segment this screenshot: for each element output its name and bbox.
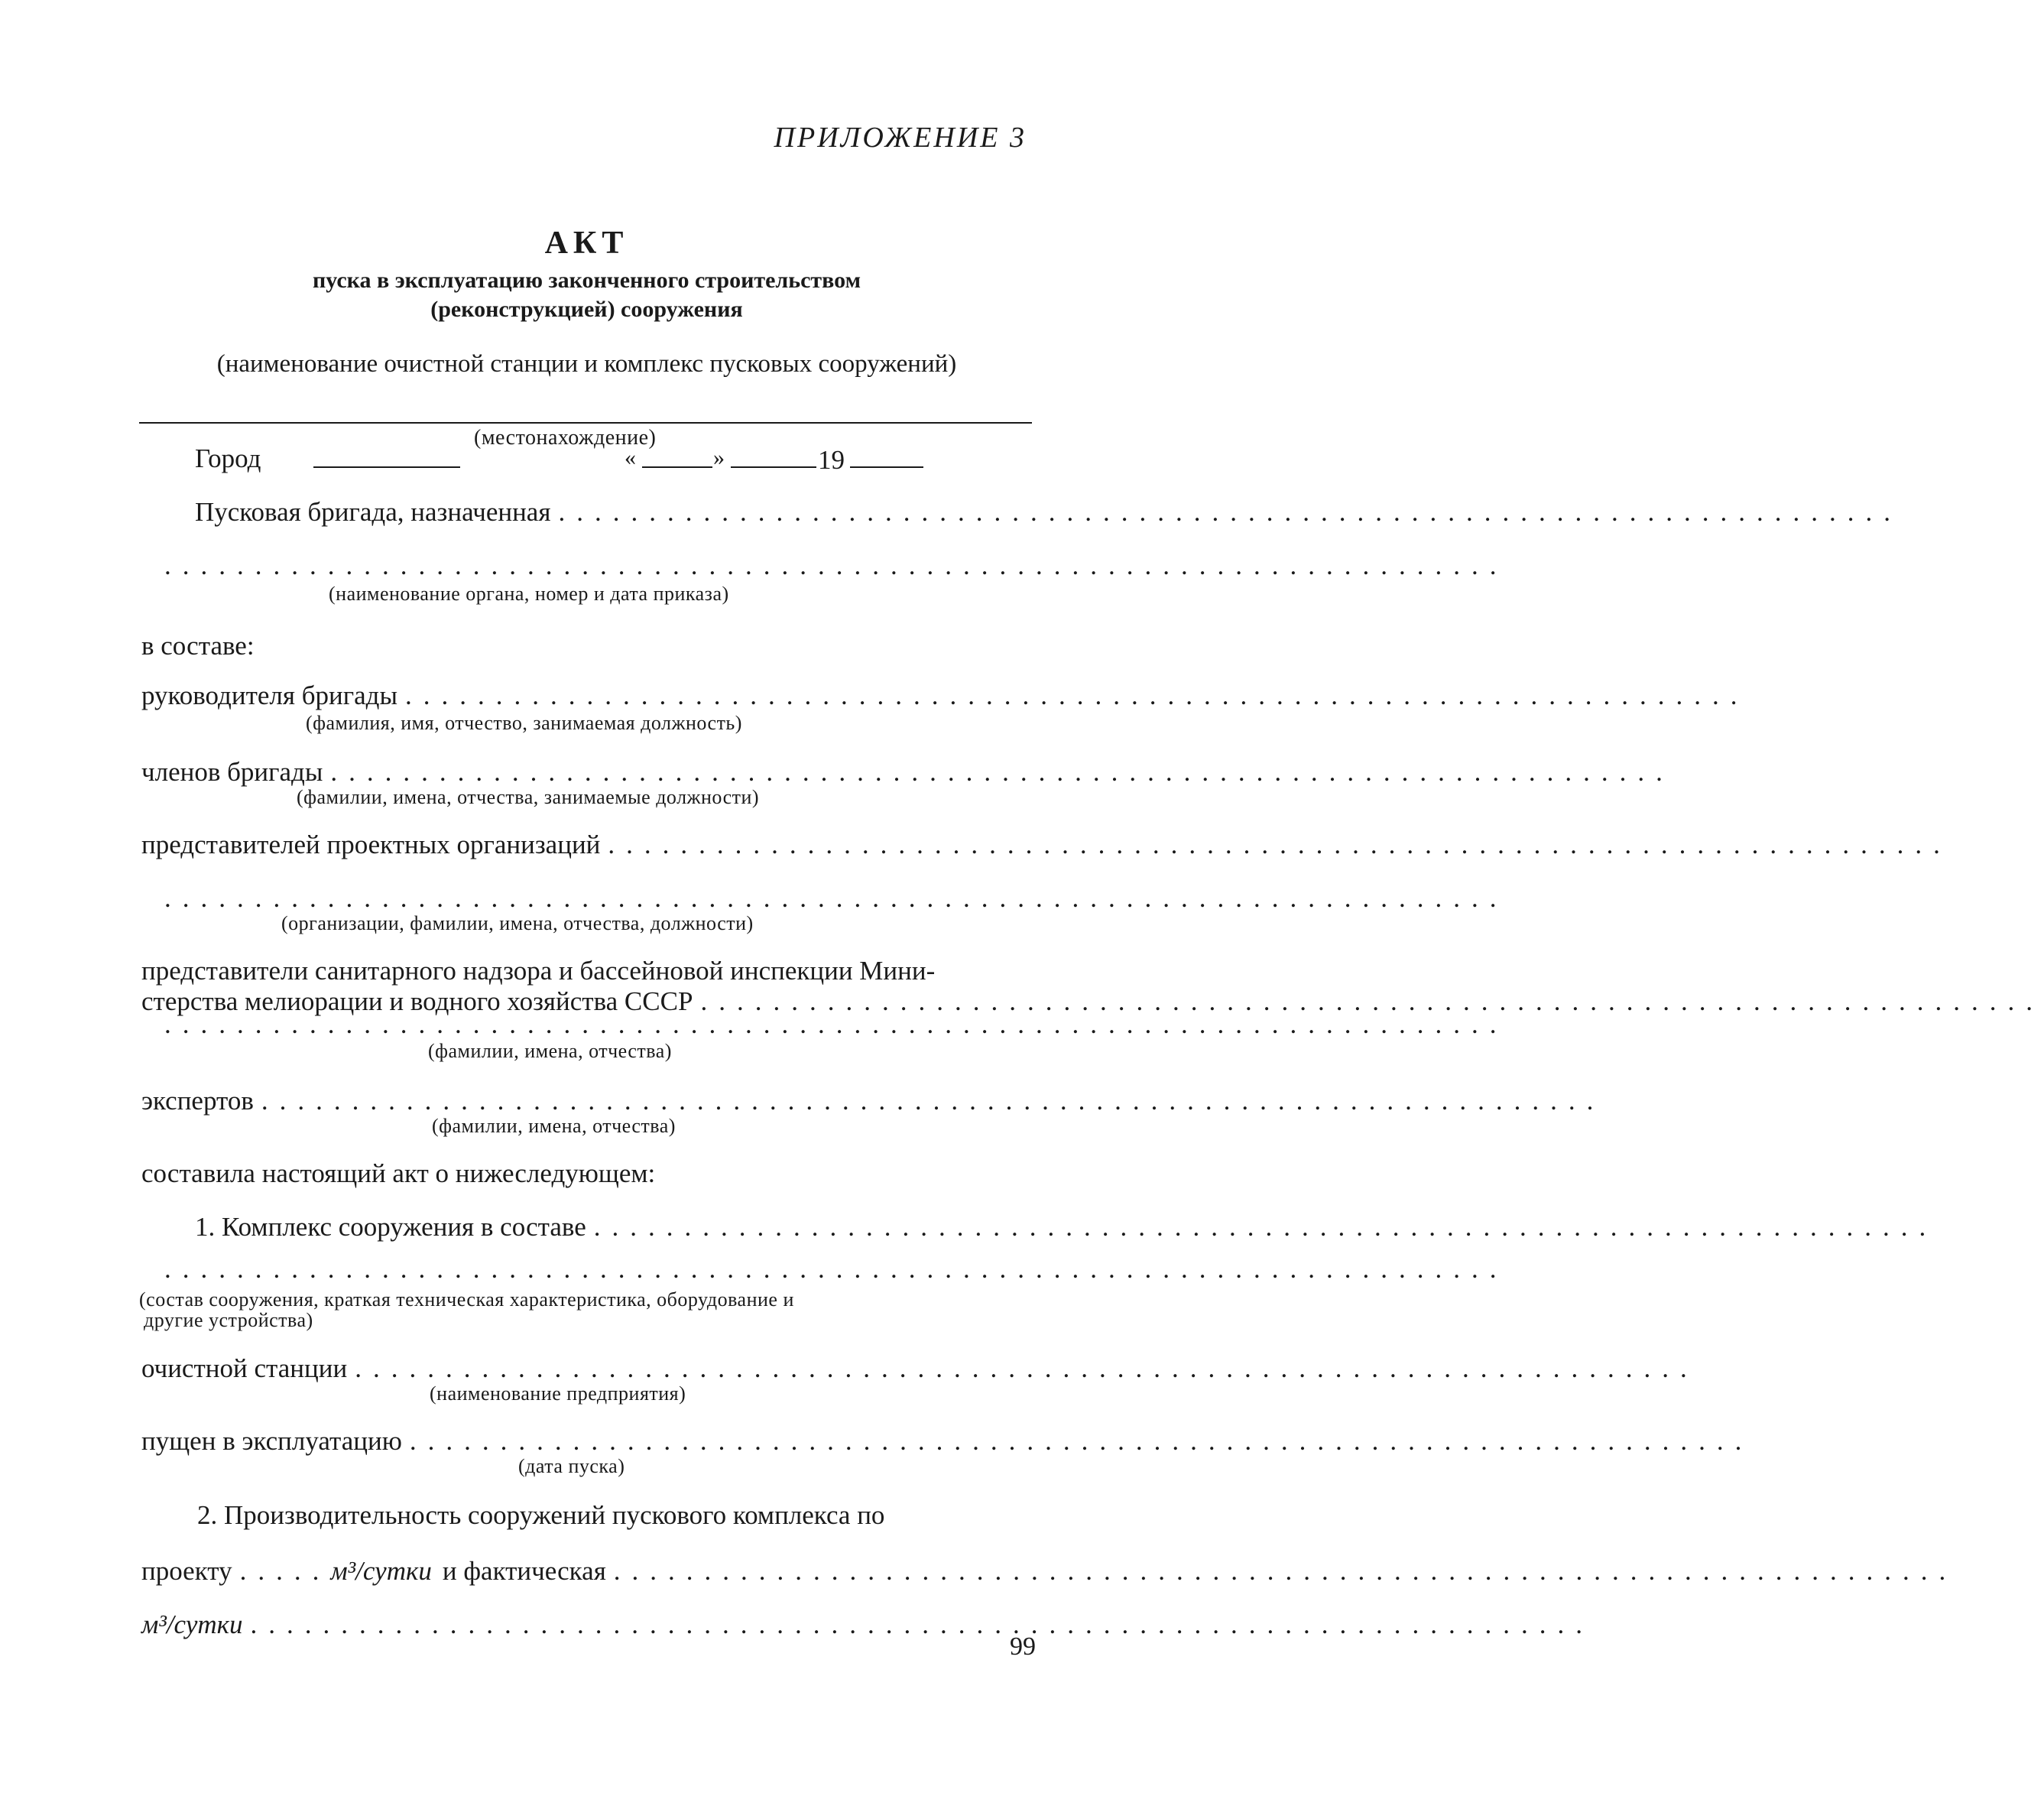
item2-project-row bbox=[141, 1556, 1958, 1587]
leader-row bbox=[141, 680, 1749, 711]
document-title: АКТ bbox=[544, 226, 629, 261]
object-name-line bbox=[139, 422, 1032, 424]
item2-project-label: проекту bbox=[141, 1556, 232, 1586]
sanitary-reps-caption: (фамилии, имена, отчества) bbox=[428, 1040, 672, 1062]
item1-dots-line: .......................................................................... bbox=[164, 1254, 1508, 1284]
item1-fill-dots: .......................................................................... bbox=[593, 1212, 1938, 1242]
station-row bbox=[141, 1353, 1698, 1384]
design-reps-row bbox=[141, 830, 1952, 860]
item1-label: 1. Комплекс сооружения в составе bbox=[195, 1212, 586, 1242]
item2-actual-unit: м³/сутки bbox=[141, 1609, 243, 1639]
members-caption: (фамилии, имена, отчества, занимаемые должности) bbox=[297, 786, 760, 808]
brigade-fill-dots: .......................................................................... bbox=[558, 497, 1902, 527]
members-label: членов бригады bbox=[141, 757, 323, 787]
item2-actual-fill-dots: .......................................................................... bbox=[250, 1609, 1595, 1639]
object-name-caption: (наименование очистной станции и комплекс пусковых сооружений) bbox=[216, 350, 957, 378]
brigade-label: Пусковая бригада, назначенная bbox=[195, 497, 551, 527]
design-reps-dots-line: .......................................................................... bbox=[164, 883, 1508, 913]
item2-project-dots: ..... bbox=[239, 1556, 331, 1586]
item2-actual-row bbox=[141, 1609, 1595, 1640]
design-reps-fill-dots: .......................................................................... bbox=[608, 830, 1952, 859]
design-reps-label: представителей проектных организаций bbox=[141, 830, 601, 859]
item1-caption-line1: (состав сооружения, краткая техническая характеристика, оборудование и bbox=[139, 1288, 794, 1311]
launched-label: пущен в эксплуатацию bbox=[141, 1426, 402, 1456]
design-reps-caption: (организации, фамилии, имена, отчества, должности) bbox=[281, 912, 754, 934]
document-subtitle-line1: пуска в эксплуатацию законченного строительством bbox=[312, 268, 861, 293]
document-subtitle-line2: (реконструкцией) сооружения bbox=[430, 297, 743, 322]
location-caption: (местонахождение) bbox=[474, 426, 657, 450]
date-open-quote: « bbox=[625, 445, 636, 470]
item2-project-unit: м³/сутки bbox=[330, 1556, 432, 1586]
city-blank bbox=[313, 466, 460, 468]
experts-row bbox=[141, 1086, 1605, 1116]
item2-actual-label: и фактическая bbox=[442, 1556, 606, 1586]
leader-caption: (фамилия, имя, отчество, занимаемая должность) bbox=[306, 712, 742, 734]
brigade-caption: (наименование органа, номер и дата приказа) bbox=[329, 583, 729, 605]
leader-label: руководителя бригады bbox=[141, 680, 397, 710]
sanitary-reps-line1: представители санитарного надзора и бассейновой инспекции Мини- bbox=[141, 956, 936, 986]
date-year-prefix: 19 bbox=[818, 445, 845, 475]
statement-text: составила настоящий акт о нижеследующем: bbox=[141, 1158, 656, 1188]
members-row bbox=[141, 757, 1674, 788]
launched-row bbox=[141, 1426, 1754, 1457]
launched-caption: (дата пуска) bbox=[518, 1455, 625, 1477]
sanitary-reps-dots-line: .......................................................................... bbox=[164, 1009, 1508, 1039]
date-close-quote: » bbox=[713, 445, 725, 470]
station-caption: (наименование предприятия) bbox=[430, 1382, 686, 1405]
page-number: 99 bbox=[1010, 1632, 1036, 1661]
sanitary-reps-line2: стерства мелиорации и водного хозяйства СССР bbox=[141, 986, 693, 1016]
experts-caption: (фамилии, имена, отчества) bbox=[432, 1115, 676, 1137]
date-day-blank bbox=[642, 466, 712, 468]
date-month-blank bbox=[731, 466, 816, 468]
station-fill-dots: .......................................................................... bbox=[355, 1353, 1698, 1383]
item2-line1: 2. Производительность сооружений пускового комплекса по bbox=[197, 1500, 885, 1530]
item1-row bbox=[195, 1212, 1938, 1242]
launched-fill-dots: .......................................................................... bbox=[409, 1426, 1754, 1456]
leader-fill-dots: .......................................................................... bbox=[404, 680, 1749, 710]
composition-label: в составе: bbox=[141, 631, 255, 661]
city-label: Город bbox=[195, 443, 261, 473]
item2-actual-dots: .......................................................................... bbox=[613, 1556, 1958, 1586]
item1-caption-line2: другие устройства) bbox=[144, 1309, 313, 1331]
experts-fill-dots: .......................................................................... bbox=[261, 1086, 1605, 1116]
members-fill-dots: .......................................................................... bbox=[330, 757, 1674, 787]
brigade-dots-line: .......................................................................... bbox=[164, 551, 1508, 580]
experts-label: экспертов bbox=[141, 1086, 254, 1116]
station-label: очистной станции bbox=[141, 1353, 348, 1383]
brigade-row bbox=[195, 497, 1902, 528]
appendix-label: ПРИЛОЖЕНИЕ 3 bbox=[774, 122, 1027, 154]
sanitary-reps-fill-dots: .......................................................................... bbox=[700, 986, 2044, 1016]
date-year-blank bbox=[850, 466, 923, 468]
